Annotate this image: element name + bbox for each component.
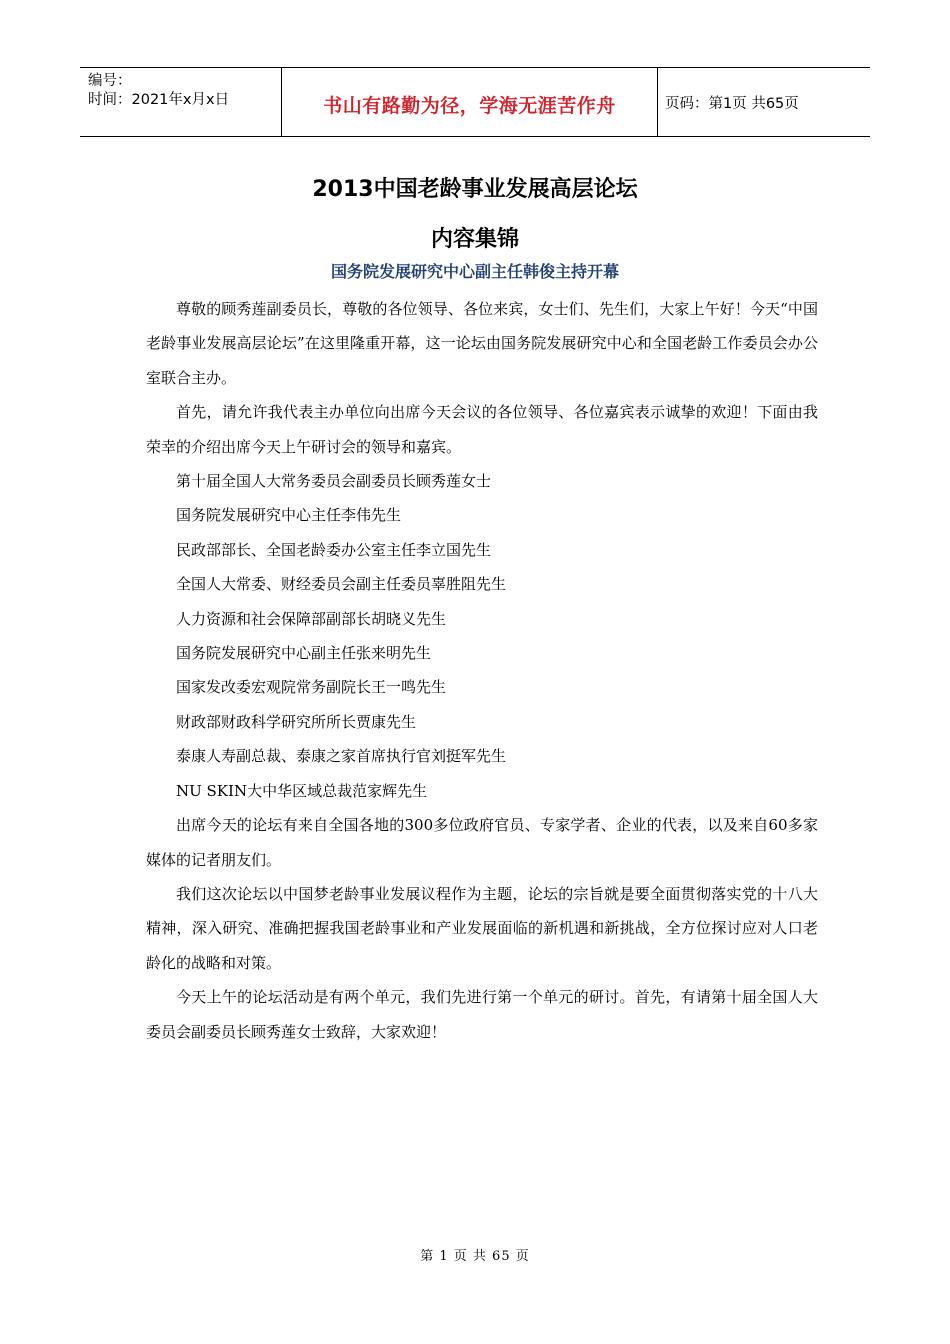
guest-list-item: 国务院发展研究中心主任李伟先生 xyxy=(176,506,402,525)
number-label: 编号： xyxy=(88,73,132,89)
guest-list-item: 泰康人寿副总裁、泰康之家首席执行官刘挺军先生 xyxy=(176,747,507,766)
guest-list-item: 第十届全国人大常务委员会副委员长顾秀莲女士 xyxy=(176,472,492,491)
paragraph: 我们这次论坛以中国梦老龄事业发展议程作为主题，论坛的宗旨就是要全面贯彻落实党的十八大精神，深入研究、准确把握我国老龄事业和产业发展面临的新机遇和新挑战，全方位探讨应对人口老龄化的战略和对策。 xyxy=(146,884,818,972)
header-page-label: 页码：第1页 共65页 xyxy=(665,96,799,112)
paragraph: 尊敬的顾秀莲副委员长，尊敬的各位领导、各位来宾，女士们、先生们，大家上午好！今天“中国老龄事业发展高层论坛”在这里隆重开幕，这一论坛由国务院发展研究中心和全国老龄工作委员会办公室联合主办。 xyxy=(146,300,818,387)
paragraph: 今天上午的论坛活动是有两个单元，我们先进行第一个单元的研讨。首先，有请第十届全国人大委员会副委员长顾秀莲女士致辞，大家欢迎！ xyxy=(146,988,818,1041)
guest-list-item: 财政部财政科学研究所所长贾康先生 xyxy=(176,712,417,731)
header-meta xyxy=(80,68,282,136)
header-motto: 书山有路勤为径，学海无涯苦作舟 xyxy=(282,68,658,136)
document-title-secondary: 内容集锦 xyxy=(430,227,519,252)
paragraph: 首先，请允许我代表主办单位向出席今天会议的各位领导、各位嘉宾表示诚挚的欢迎！下面由我荣幸的介绍出席今天上午研讨会的领导和嘉宾。 xyxy=(146,403,818,456)
guest-list-item: 全国人大常委、财经委员会副主任委员辜胜阻先生 xyxy=(176,575,507,594)
time-label: 时间：2021年x月x日 xyxy=(88,92,230,108)
paragraph: 出席今天的论坛有来自全国各地的300多位政府官员、专家学者、企业的代表，以及来自60多家媒体的记者朋友们。 xyxy=(146,816,818,869)
guest-list-item: 民政部部长、全国老龄委办公室主任李立国先生 xyxy=(176,540,492,559)
guest-list-item: 国家发改委宏观院常务副院长王一鸣先生 xyxy=(176,678,447,697)
guest-list-item: 国务院发展研究中心副主任张来明先生 xyxy=(176,644,432,663)
section-heading: 国务院发展研究中心副主任韩俊主持开幕 xyxy=(330,262,619,281)
page-footer: 第 1 页 共 65 页 xyxy=(420,1249,530,1264)
document-title: 2013中国老龄事业发展高层论坛 xyxy=(312,177,638,202)
guest-list-item: 人力资源和社会保障部副部长胡晓义先生 xyxy=(176,609,447,628)
document-body xyxy=(146,292,818,1049)
page-header xyxy=(80,67,870,137)
guest-list-item: NU SKIN大中华区域总裁范家辉先生 xyxy=(176,781,428,800)
